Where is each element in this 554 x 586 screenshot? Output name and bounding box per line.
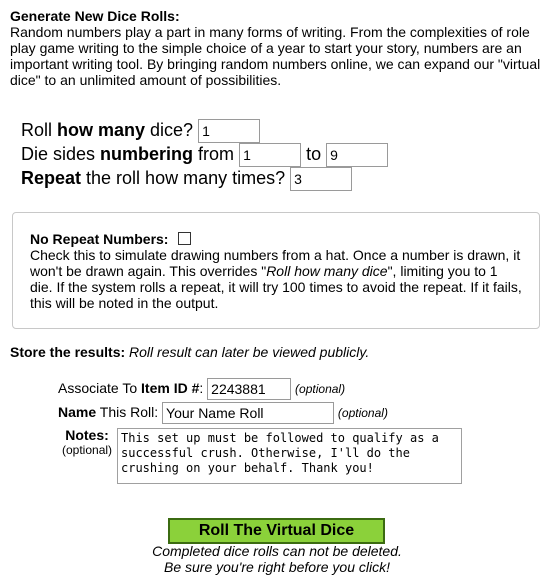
no-repeat-checkbox[interactable]: [178, 232, 191, 245]
dice-count-row: [21, 118, 388, 142]
notes-colon: :: [104, 427, 109, 443]
notes-optional: (optional): [62, 443, 113, 457]
dice-sides-row: [21, 142, 388, 166]
no-repeat-description: [30, 247, 522, 311]
roll-name-optional: (optional): [337, 406, 388, 420]
roll-dice-button[interactable]: Roll The Virtual Dice: [168, 518, 385, 544]
no-repeat-desc-italic: Roll how many dice: [266, 263, 388, 279]
notes-textarea[interactable]: [117, 428, 462, 484]
store-label: Store the results:: [10, 344, 126, 360]
dice-settings: [21, 118, 388, 190]
roll-name-input[interactable]: [162, 402, 334, 424]
item-id-label-bold: Item ID #: [141, 380, 200, 396]
item-id-row: [58, 377, 498, 399]
dice-sides-label-post: from: [193, 144, 235, 164]
dice-count-label-post: dice?: [145, 120, 194, 140]
item-id-input[interactable]: [207, 378, 291, 400]
roll-name-row: [58, 401, 498, 423]
roll-name-label-bold: Name: [58, 404, 97, 420]
warning-line-2: Be sure you're right before you click!: [163, 559, 390, 575]
item-id-label-post: :: [199, 380, 204, 396]
dice-count-label-pre: Roll: [21, 120, 58, 140]
no-repeat-panel: [12, 212, 540, 329]
notes-label: Notes: [65, 427, 105, 443]
no-repeat-label: No Repeat Numbers:: [30, 231, 169, 247]
store-results: [10, 344, 369, 360]
dice-sides-label-bold: numbering: [100, 144, 194, 164]
dice-sides-to-input[interactable]: [326, 143, 388, 167]
no-repeat-desc-pre: Check this to simulate drawing numbers from a hat. Once a number is drawn, it won't be drawn again. This overrides ": [30, 247, 521, 279]
notes-label-group: [62, 427, 112, 457]
repeat-label-bold: Repeat: [21, 168, 82, 188]
repeat-row: [21, 166, 388, 190]
store-note: Roll result can later be viewed publicly.: [129, 344, 370, 360]
repeat-count-input[interactable]: [290, 167, 352, 191]
item-id-optional: (optional): [295, 382, 346, 396]
dice-sides-to-label: to: [306, 144, 322, 164]
item-id-label-pre: Associate To: [58, 380, 142, 396]
dice-sides-from-input[interactable]: [239, 143, 301, 167]
warning-line-1: Completed dice rolls can not be deleted.: [152, 543, 402, 559]
intro-section: [10, 8, 545, 88]
no-repeat-desc-post: ", limiting you to 1 die. If the system rolls a repeat, it will try 100 times to avoid the repeat. If it fails, this will be noted in the output.: [30, 263, 522, 311]
dice-count-label-bold: how many: [57, 120, 146, 140]
dice-count-input[interactable]: [198, 119, 260, 143]
roll-name-label-post: This Roll:: [96, 404, 159, 420]
intro-title: Generate New Dice Rolls:: [10, 8, 180, 24]
repeat-label-post: the roll how many times?: [81, 168, 286, 188]
warning-text: [0, 543, 554, 575]
intro-text: Random numbers play a part in many forms of writing. From the complexities of role play game writing to the simple choice of a year to start your story, numbers are an important writing tool. By bringing random numbers online, we can expand our "virtual dice" to an unlimited amount of possibilities.: [10, 24, 541, 88]
dice-sides-label-pre: Die sides: [21, 144, 101, 164]
